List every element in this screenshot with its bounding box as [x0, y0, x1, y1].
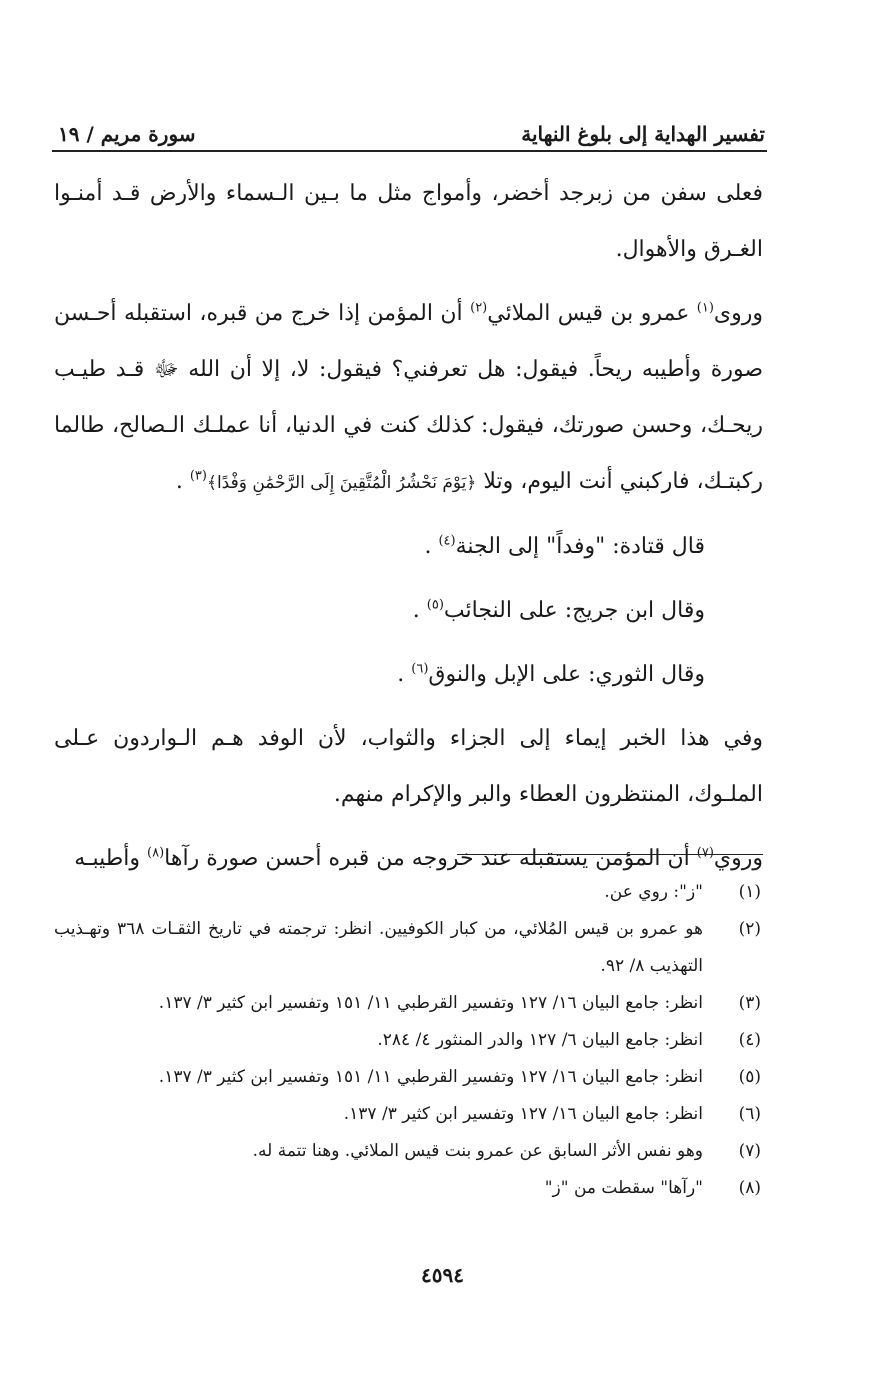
footnote	[54, 1059, 765, 1096]
footnote	[54, 1170, 765, 1207]
page-number: ٤٥٩٤	[421, 1263, 464, 1287]
footnote-text: انظر: جامع البيان ١٦/ ١٢٧ وتفسير القرطبي ١١/ ١٥١ وتفسير ابن كثير ٣/ ١٣٧.	[158, 993, 703, 1013]
footnote-ref-4: (٤)	[438, 533, 456, 549]
footnote-text: انظر: جامع البيان ١٦/ ١٢٧ وتفسير ابن كثير ٣/ ١٣٧.	[343, 1104, 703, 1124]
text-run: وقال ابن جريج: على النجائب	[443, 598, 705, 623]
footnote-number: (٧)	[738, 1141, 761, 1161]
paragraph-5	[54, 647, 763, 703]
footnote-text: وهو نفس الأثر السابق عن عمرو بنت قيس الملائي. وهنا تتمة له.	[252, 1141, 703, 1161]
header-divider	[52, 150, 767, 152]
paragraph-6: وفي هذا الخبر إيماء إلى الجزاء والثواب، لأن الوفد هـم الـواردون عـلى الملـوك، المنتظرون العطاء والبر والإكرام منهم.	[54, 726, 763, 807]
text-run: .	[397, 662, 412, 687]
footnote-ref-8: (٨)	[147, 845, 165, 861]
footnote-number: (٤)	[738, 1030, 761, 1050]
footnote-ref-5: (٥)	[426, 597, 444, 613]
text-run: .	[424, 534, 439, 559]
text-run: وأطيبـه	[74, 846, 148, 871]
footnote-divider	[457, 854, 763, 855]
footnote	[54, 1133, 765, 1170]
paragraph-3	[54, 519, 763, 575]
text-run: .	[175, 469, 190, 494]
text-run: وروى	[713, 301, 763, 326]
footnote	[54, 1022, 765, 1059]
footnote-number: (٦)	[738, 1104, 761, 1124]
text-run: أن المؤمن إذا خرج من قبره، استقبله أحـسن صورة وأطيبه ريحاً. فيقول: هل تعرفني؟ فيقول: لا، إلا أن الله ﷻ قـد طيـب ريحـك، وحسن صورتك، فيقول: كذلك كنت في الدنيا، أنا عملـك الـصالح، طالما ركبتـك، فاركبني أنت اليوم، وتلا	[54, 301, 763, 494]
footnote	[54, 1096, 765, 1133]
footnote	[54, 874, 765, 911]
footnote-ref-1: (١)	[696, 300, 714, 316]
footnote-ref-2: (٢)	[470, 300, 488, 316]
footnote-ref-7: (٧)	[696, 845, 714, 861]
footnote-number: (٣)	[738, 993, 761, 1013]
footnote-text: انظر: جامع البيان ٦/ ١٢٧ والدر المنثور ٤/ ٢٨٤.	[377, 1030, 703, 1050]
quran-verse: ﴿يَوْمَ نَحْشُرُ الْمُتَّقِينَ إِلَى الرَّحْمَٰنِ وَفْدًا﴾	[206, 473, 477, 493]
paragraph-1: فعلى سفن من زبرجد أخضر، وأمواج مثل ما بـين الـسماء والأرض قـد أمنـوا الغـرق والأهوال.	[54, 181, 763, 262]
footnote-text: هو عمرو بن قيس المُلائي، من كبار الكوفيين. انظر: ترجمته في تاريخ الثقـات ٣٦٨ وتهـذيب التهذيب ٨/ ٩٢.	[54, 919, 703, 976]
footnote	[54, 911, 765, 985]
footnote	[54, 985, 765, 1022]
footnotes	[54, 874, 765, 1207]
footnote-number: (٨)	[738, 1178, 761, 1198]
footnote-text: "ز": روي عن.	[604, 882, 703, 902]
footnote-number: (٥)	[738, 1067, 761, 1087]
paragraph-2	[54, 286, 763, 511]
running-header	[58, 112, 765, 146]
footnote-text: انظر: جامع البيان ١٦/ ١٢٧ وتفسير القرطبي ١١/ ١٥١ وتفسير ابن كثير ٣/ ١٣٧.	[158, 1067, 703, 1087]
surah-label: سورة مريم / ١٩	[58, 122, 196, 146]
main-text	[54, 166, 763, 895]
text-run: أن المؤمن يستقبله عند خروجه من قبره أحسن صورة رآها	[164, 846, 697, 871]
text-run: عمرو بن قيس الملائي	[487, 301, 697, 326]
text-run: قال قتادة: "وفداً" إلى الجنة	[455, 534, 705, 559]
footnote-ref-3: (٣)	[189, 468, 207, 484]
text-run: وقال الثوري: على الإبل والنوق	[428, 662, 705, 687]
footnote-ref-6: (٦)	[411, 661, 429, 677]
book-title: تفسير الهداية إلى بلوغ النهاية	[521, 122, 765, 146]
footnote-text: "رآها" سقطت من "ز"	[544, 1178, 703, 1198]
footnote-number: (٢)	[738, 919, 761, 939]
text-run: وروي	[713, 846, 763, 871]
paragraph-4	[54, 583, 763, 639]
footnote-number: (١)	[738, 882, 761, 902]
text-run: .	[412, 598, 427, 623]
